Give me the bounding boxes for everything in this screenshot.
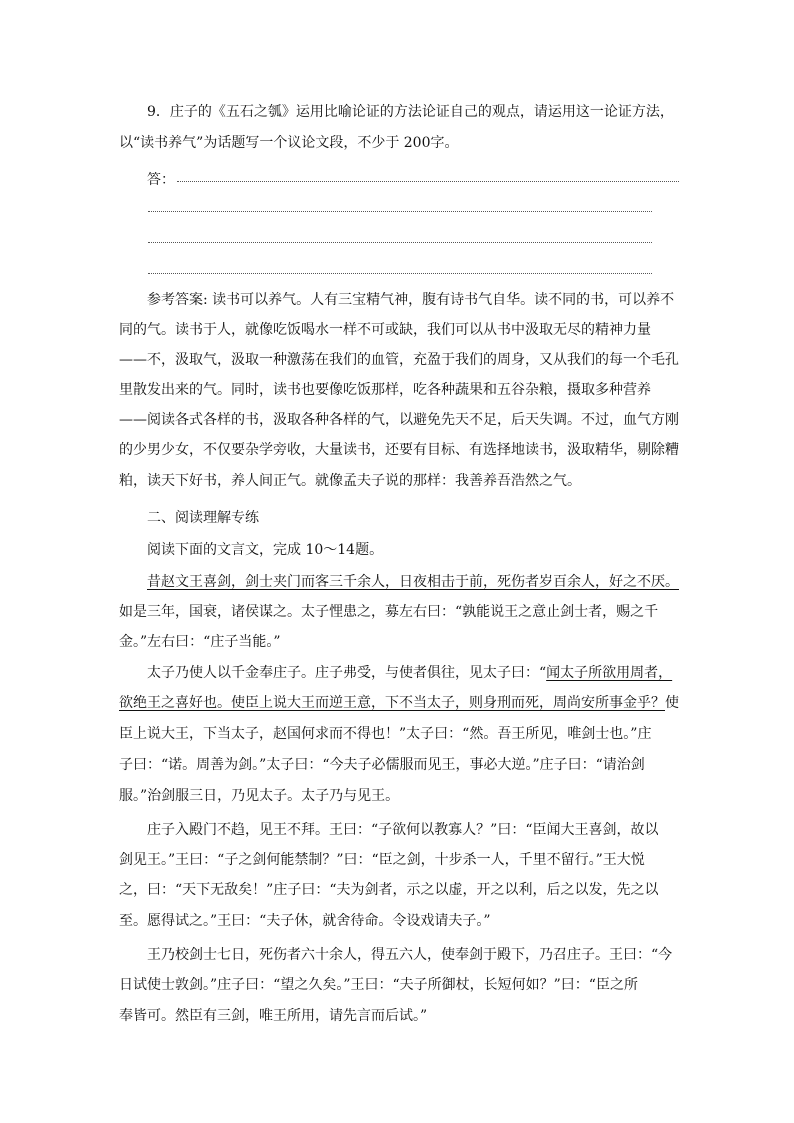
answer-dotted-line [148,273,652,274]
reference-answer-line: ——不，汲取气，汲取一种激荡在我们的血管，充盈于我们的周身，又从我们的每一个毛孔 [119,352,679,368]
passage-line: 如是三年，国衰，诸侯谋之。太子悝患之，募左右曰：“孰能说王之意止剑士者，赐之千 [119,604,659,620]
passage-text: 太子乃使人以千金奉庄子。庄子弗受，与使者俱往，见太子曰：“ [147,665,547,681]
passage-line: 服。”治剑服三日，乃见太子。太子乃与见王。 [119,788,400,804]
answer-dotted-line [148,211,652,212]
passage-line: 王乃校剑士七日，死伤者六十余人，得五六人，使奉剑于殿下，乃召庄子。王曰：“今 [147,947,673,963]
section-heading: 二、阅读理解专练 [147,510,259,526]
passage-line: 子曰：“诺。周善为剑。”太子曰：“今夫子必儒服而见王，事必大逆。”庄子曰：“请治剑 [119,757,645,773]
passage-line: 金。”左右曰：“庄子当能。” [119,634,281,650]
passage-text: 使 [665,695,679,711]
passage-line: 剑见王。”王曰：“子之剑何能禁制？”曰：“臣之剑，十步杀一人，千里不留行。”王大悦 [119,852,645,868]
passage-line: 之，曰：“天下无敌矣！”庄子曰：“夫为剑者，示之以虚，开之以利，后之以发，先之以 [119,882,659,898]
reference-answer-line: 的少男少女，不仅要杂学旁收，大量读书，还要有目标、有选择地读书，汲取精华，剔除糟 [119,442,679,458]
answer-field[interactable] [147,170,679,190]
passage-underlined-sentence: 欲绝王之喜好也。使臣上说大王而逆王意，下不当太子，则身刑而死，周尚安所事金乎？ [119,695,665,711]
passage-line: 臣上说大王，下当太子，赵国何求而不得也！”太子曰：“然。吾王所见，唯剑士也。”庄 [119,726,652,742]
passage-line: 奉皆可。然臣有三剑，唯王所用，请先言而后试。” [119,1008,428,1024]
answer-label: 答： [147,172,175,188]
reference-answer-line: 同的气。读书于人，就像吃饭喝水一样不可或缺，我们可以从书中汲取无尽的精神力量 [119,322,651,338]
reference-answer-line: ——阅读各式各样的书，汲取各种各样的气，以避免先天不足，后天失调。不过，血气方刚 [119,412,679,428]
reference-answer-line: 里散发出来的气。同时，读书也要像吃饭那样，吃各种蔬果和五谷杂粮，摄取多种营养 [119,382,651,398]
passage-underlined-sentence: 昔赵文王喜剑，剑士夹门而客三千余人，日夜相击于前，死伤者岁百余人，好之不厌。 [147,574,679,590]
passage-line: 日试使士敦剑。”庄子曰：“望之久矣。”王曰：“夫子所御杖，长短何如？”曰：“臣之所 [119,977,638,993]
reading-instruction: 阅读下面的文言文，完成 10～14题。 [147,542,384,558]
reference-answer-line: 粕，读天下好书，养人间正气。就像孟夫子说的那样：我善养吾浩然之气。 [119,473,581,489]
answer-dotted-line [177,181,679,182]
passage-line: 至。愿得试之。”王曰：“夫子休，就舍待命。令设戏请夫子。” [119,913,491,929]
passage-line [147,663,679,683]
question-9-line-1: 9．庄子的《五石之瓠》运用比喻论证的方法论证自己的观点，请运用这一论证方法， [147,104,674,120]
reference-answer-line: 参考答案: 读书可以养气。人有三宝精气神，腹有诗书气自华。读不同的书，可以养不 [147,292,675,308]
answer-dotted-line [148,242,652,243]
question-9-line-2: 以“读书养气”为话题写一个议论文段，不少于 200字。 [119,135,459,151]
passage-line [119,693,679,713]
passage-line: 庄子入殿门不趋，见王不拜。王曰：“子欲何以教寡人？”曰：“臣闻大王喜剑，故以 [147,822,659,838]
passage-underlined-sentence: 闻太子所欲用周者， [546,665,673,681]
